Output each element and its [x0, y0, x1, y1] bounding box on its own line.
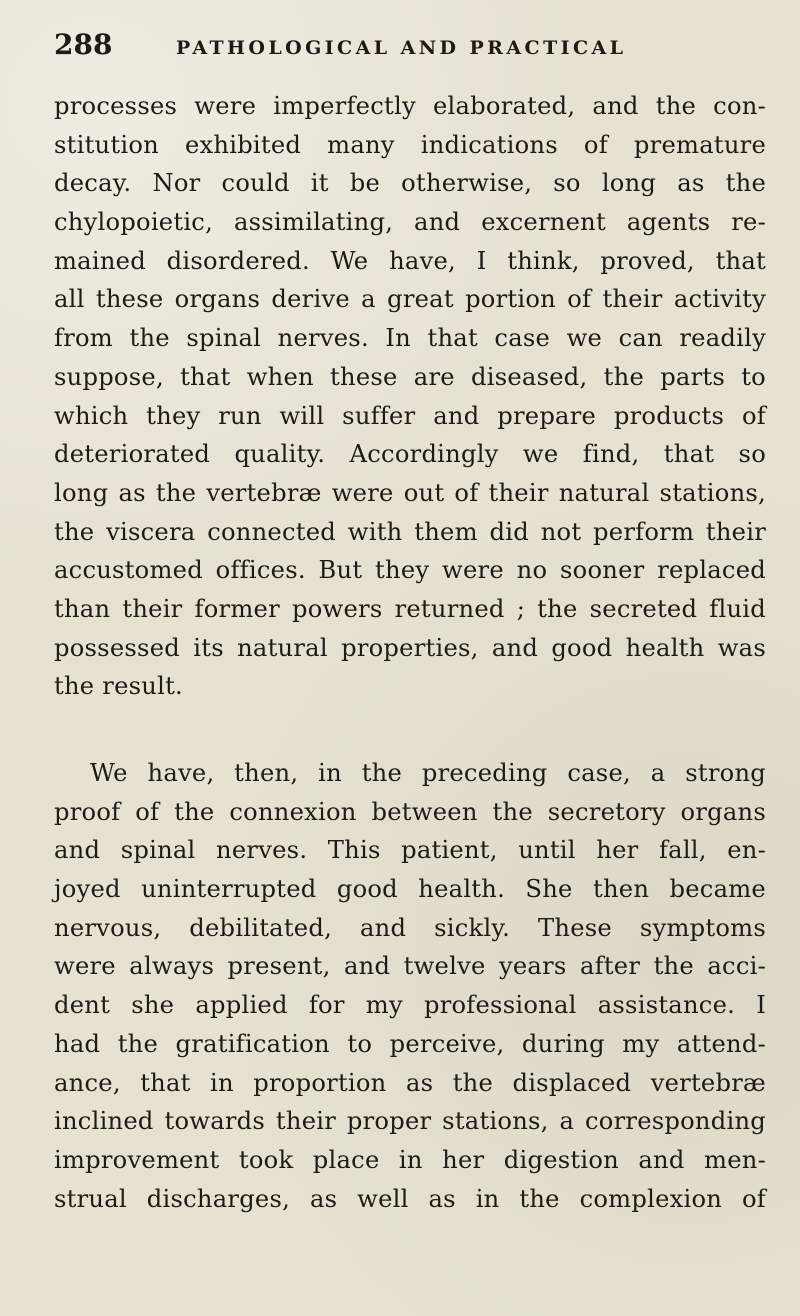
paragraph-line: had the gratification to perceive, during my attend- [54, 1029, 766, 1058]
paragraph-line: dent she applied for my professional assistance. I [54, 991, 766, 1020]
paragraph-line: deteriorated quality. Accordingly we find, that so [54, 440, 766, 469]
paragraph-line: the viscera connected with them did not perform their [54, 517, 766, 546]
paragraph-line: were always present, and twelve years after the acci- [54, 952, 766, 981]
paragraph-last-line: the result. [54, 672, 183, 701]
page-header [54, 28, 766, 72]
paragraph-line: which they run will suffer and prepare products of [54, 401, 766, 430]
running-head: PATHOLOGICAL AND PRACTICAL [176, 37, 627, 59]
paragraph-line: decay. Nor could it be otherwise, so long as the [54, 169, 766, 198]
paragraph-line: chylopoietic, assimilating, and excernent agents re- [54, 208, 766, 237]
paragraph-line: than their former powers returned ; the secreted fluid [54, 594, 766, 623]
paragraph-spacing [54, 711, 766, 759]
page-number: 288 [54, 28, 113, 61]
paragraph-1 [54, 92, 766, 711]
paragraph-line: ance, that in proportion as the displaced vertebræ [54, 1068, 766, 1097]
paragraph-line: accustomed offices. But they were no sooner replaced [54, 556, 766, 585]
paragraph-line: possessed its natural properties, and good health was [54, 633, 766, 662]
paragraph-line: long as the vertebræ were out of their natural stations, [54, 478, 766, 507]
paragraph-line: processes were imperfectly elaborated, and the con- [54, 92, 766, 120]
paragraph-line: strual discharges, as well as in the complexion of [54, 1184, 766, 1213]
paragraph-line: nervous, debilitated, and sickly. These symptoms [54, 913, 766, 942]
paragraph-line: all these organs derive a great portion of their activity [54, 285, 766, 314]
paragraph-2 [54, 759, 766, 1223]
paragraph-line: joyed uninterrupted good health. She then became [54, 875, 766, 904]
paragraph-line: and spinal nerves. This patient, until her fall, en- [54, 836, 766, 865]
paragraph-line: inclined towards their proper stations, a corresponding [54, 1107, 766, 1136]
paragraph-first-line: We have, then, in the preceding case, a strong [90, 759, 766, 787]
paragraph-line: proof of the connexion between the secretory organs [54, 797, 766, 826]
paragraph-line: stitution exhibited many indications of premature [54, 130, 766, 159]
body-text [54, 92, 766, 1223]
paragraph-line: suppose, that when these are diseased, the parts to [54, 362, 766, 391]
paragraph-line: from the spinal nerves. In that case we can readily [54, 324, 766, 353]
paragraph-line: improvement took place in her digestion and men- [54, 1145, 766, 1174]
paragraph-line: mained disordered. We have, I think, proved, that [54, 246, 766, 275]
